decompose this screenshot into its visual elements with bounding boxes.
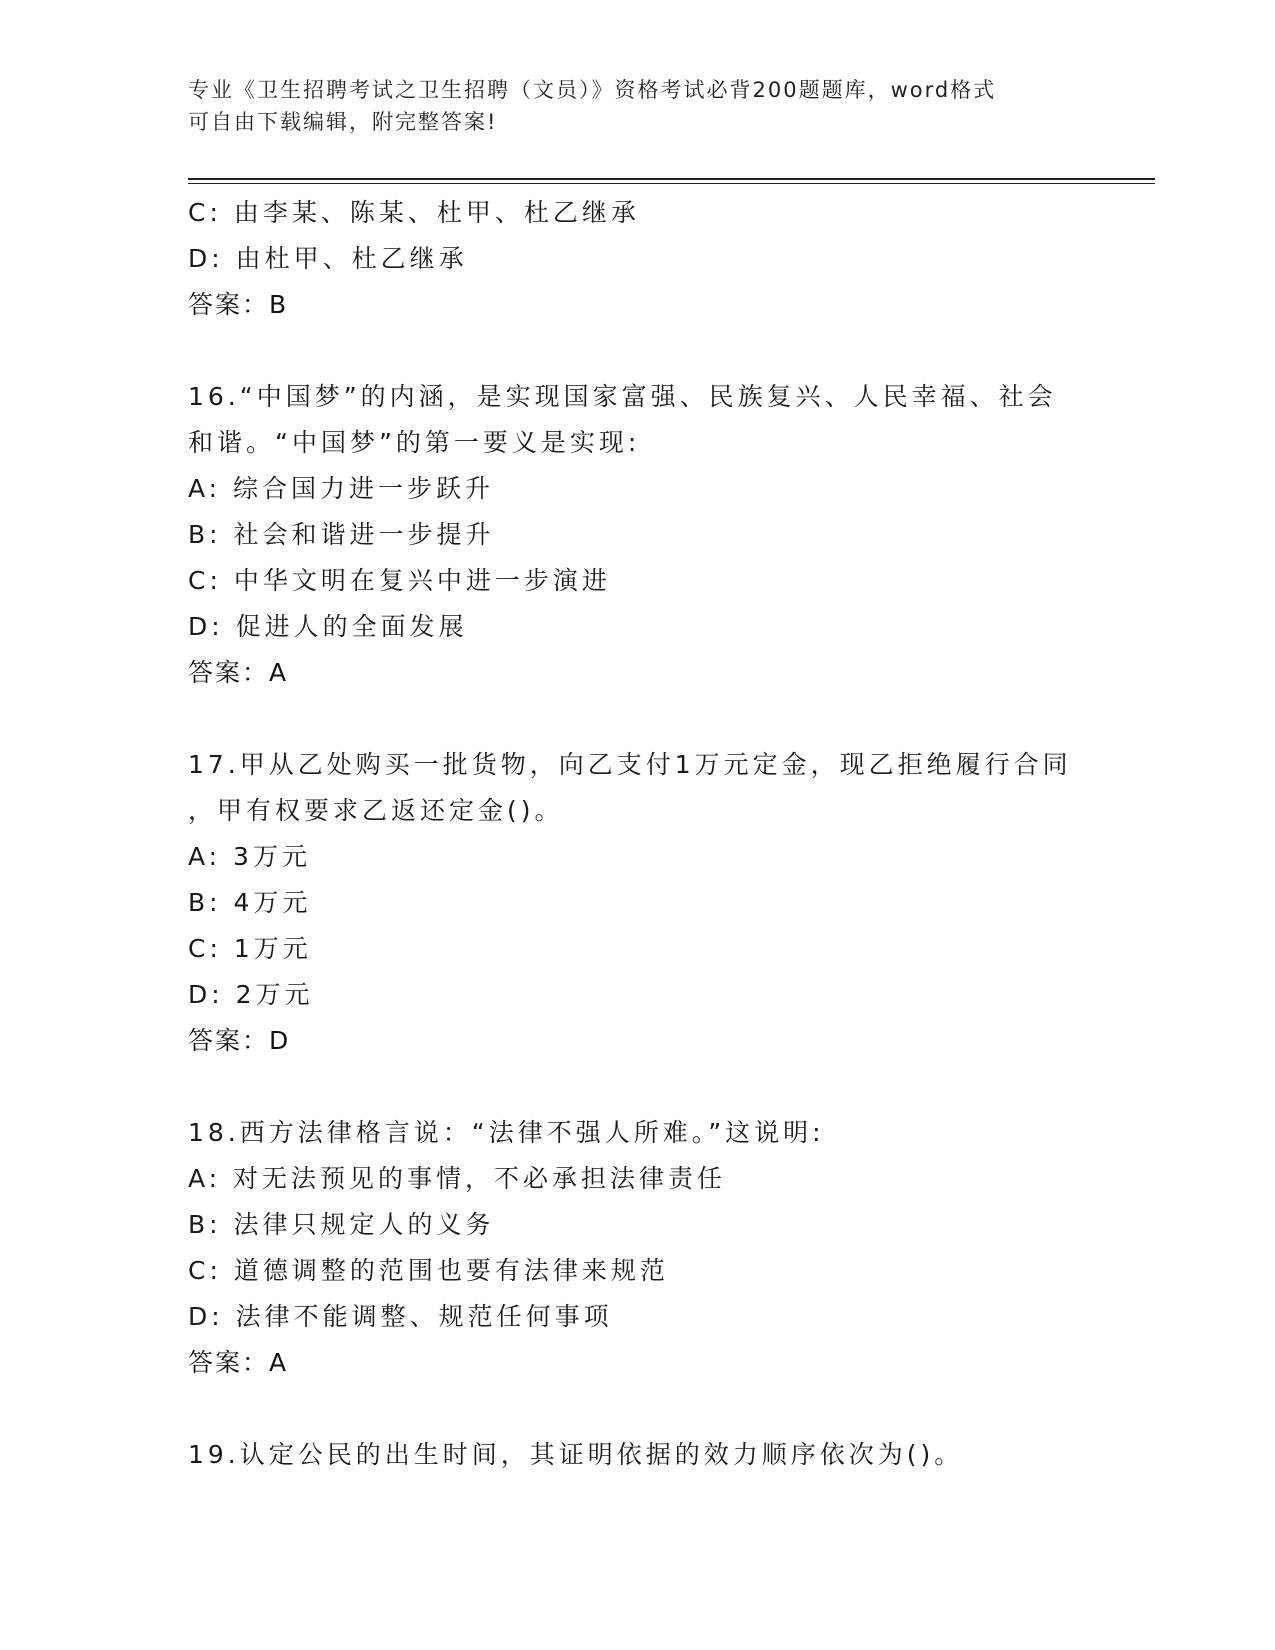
header-line-1: 专业《卫生招聘考试之卫生招聘（文员）》资格考试必背200题题库，word格式 <box>188 78 997 102</box>
option-c: C: 1万元 <box>188 934 312 963</box>
question-stem <box>188 742 1108 834</box>
option-b: B: 社会和谐进一步提升 <box>188 520 495 549</box>
option-d: D: 2万元 <box>188 980 314 1009</box>
answer: 答案：A <box>188 1348 289 1377</box>
header-line-2: 可自由下载编辑，附完整答案! <box>188 110 498 134</box>
question-15-tail <box>188 190 1108 328</box>
header-rule-secondary <box>188 183 1155 184</box>
option-c: C: 道德调整的范围也要有法律来规范 <box>188 1256 669 1285</box>
option-a: A: 综合国力进一步跃升 <box>188 474 495 503</box>
question-stem <box>188 1110 1108 1156</box>
option-b: B: 4万元 <box>188 888 312 917</box>
question-stem <box>188 374 1108 466</box>
stem-line: ，甲有权要求乙返还定金()。 <box>188 796 564 825</box>
option-d: D: 法律不能调整、规范任何事项 <box>188 1302 613 1331</box>
header-rule <box>188 178 1155 180</box>
option-c: C: 由李某、陈某、杜甲、杜乙继承 <box>188 198 640 227</box>
option-b: B: 法律只规定人的义务 <box>188 1210 495 1239</box>
question-19 <box>188 1432 1108 1478</box>
answer: 答案：B <box>188 290 289 319</box>
option-d: D: 由杜甲、杜乙继承 <box>188 244 468 273</box>
stem-line: 16.“中国梦”的内涵，是实现国家富强、民族复兴、人民幸福、社会 <box>188 382 1057 411</box>
stem-line: 和谐。“中国梦”的第一要义是实现: <box>188 428 641 457</box>
stem-line: 18.西方法律格言说：“法律不强人所难。”这说明: <box>188 1118 825 1147</box>
question-18 <box>188 1110 1108 1386</box>
document-body <box>188 190 1108 1478</box>
question-16 <box>188 374 1108 696</box>
option-d: D: 促进人的全面发展 <box>188 612 468 641</box>
answer: 答案：D <box>188 1026 291 1055</box>
stem-line: 17.甲从乙处购买一批货物，向乙支付1万元定金，现乙拒绝履行合同 <box>188 750 1072 779</box>
option-a: A: 3万元 <box>188 842 311 871</box>
stem-line: 19.认定公民的出生时间，其证明依据的效力顺序依次为()。 <box>188 1440 964 1469</box>
answer: 答案：A <box>188 658 289 687</box>
option-c: C: 中华文明在复兴中进一步演进 <box>188 566 611 595</box>
option-a: A: 对无法预见的事情，不必承担法律责任 <box>188 1164 727 1193</box>
question-17 <box>188 742 1108 1064</box>
question-stem <box>188 1432 1108 1478</box>
page-header <box>188 74 1088 138</box>
